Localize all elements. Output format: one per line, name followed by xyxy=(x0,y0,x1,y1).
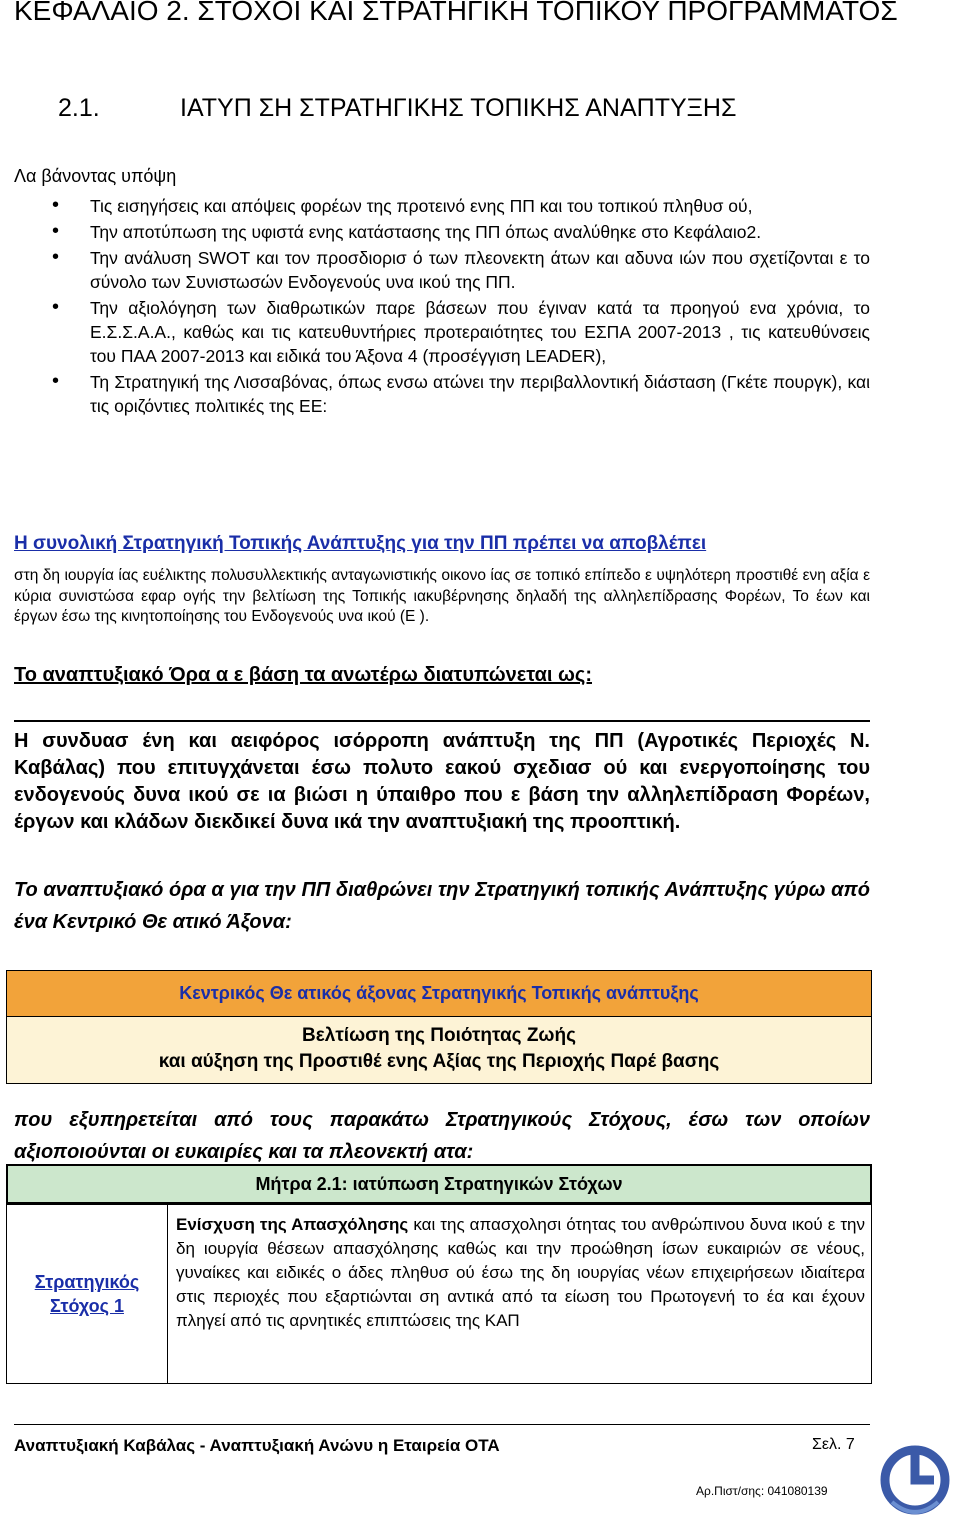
central-axis-table xyxy=(6,970,872,1084)
footer-divider xyxy=(14,1424,870,1425)
goals-table xyxy=(6,1204,872,1384)
goal-text: και της απασχολησι ότητας του ανθρώπινου δυνα ικού ε την δη ιουργία θέσεων απασχόλησης καθώς και την προώθηση ίσων ευκαιριών σε νέους, γυναίκες και ειδικές ο άδες πληθυσ ού έσω της δη ιουργίας νέων επιχειρήσεων ιδιαίτερα στις περιοχές που εξαρτιώνται ση αντικά από τα είωση του Πρωτογενή το έα και έχουν πληγεί από τις αρνητικές επιπτώσεις της ΚΑΠ xyxy=(176,1215,865,1330)
goal-description xyxy=(168,1205,872,1384)
section-number: 2.1. xyxy=(58,94,100,122)
certification-number: Αρ.Πιστ/σης: 041080139 xyxy=(696,1484,828,1498)
axis-header: Κεντρικός Θε ατικός άξονας Στρατηγικής Τοπικής ανάπτυξης xyxy=(7,971,872,1017)
axis-line-2: και αύξηση της Προστιθέ ενης Αξίας της Περιοχής Παρέ βασης xyxy=(158,1051,720,1072)
axis-line-1: Βελτίωση της Ποιότητας Ζωής xyxy=(302,1025,576,1046)
table-row xyxy=(7,1205,872,1384)
certification-logo xyxy=(872,1440,958,1536)
matrix-title: Μήτρα 2.1: ιατύπωση Στρατηγικών Στόχων xyxy=(6,1164,872,1204)
list-item: • Την ανάλυση SWOT και τον προσδιορισ ό των πλεονεκτη άτων και αδυνα ιών που σχετίζονται ε το σύνολο των Συνιστωσών Ενδογενούς υνα ικού της ΠΠ. xyxy=(52,246,870,294)
considerations-list xyxy=(52,194,870,420)
page-number: Σελ. 7 xyxy=(812,1436,855,1453)
list-item: • Τις εισηγήσεις και απόψεις φορέων της προτεινό ενης ΠΠ και του τοπικού πληθυσ ού, xyxy=(52,194,870,218)
axis-intro: Το αναπτυξιακό όρα α για την ΠΠ διαθρώνει την Στρατηγική τοπικής Ανάπτυξης γύρω από ένα Κεντρικό Θε ατικό Άξονα: xyxy=(14,879,870,933)
axis-body xyxy=(7,1017,872,1084)
section-title-text: ΙΑΤΥΠ ΣΗ ΣΤΡΑΤΗΓΙΚΗΣ ΤΟΠΙΚΗΣ ΑΝΑΠΤΥΞΗΣ xyxy=(180,94,737,122)
list-item: • Την αξιολόγηση των διαθρωτικών παρε βάσεων που έγιναν κατά τα προηγού ενα χρόνια, το Ε.Σ.Σ.Α.Α., καθώς και τις κατευθυντήριες προτεραιότητες του ΕΣΠΑ 2007-2013 , τις κατευθύνσεις του ΠΑΑ 2007-2013 και ειδικά του Άξονα 4 (προσέγγιση LEADER), xyxy=(52,296,870,368)
goals-intro: που εξυπηρετείται από τους παρακάτω Στρατηγικούς Στόχους, έσω των οποίων αξιοποιούνται οι ευκαιρίες και τα πλεονεκτή ατα: xyxy=(14,1109,870,1163)
intro-text: Λα βάνοντας υπόψη xyxy=(14,166,177,186)
goal-lead: Ενίσχυση της Απασχόλησης xyxy=(176,1215,409,1234)
vision-statement: Η συνδυασ ένη και αειφόρος ισόρροπη ανάπτυξη της ΠΠ (Αγροτικές Περιοχές Ν. Καβάλας) που επιτυγχάνεται έσω πολυτο εακού σχεδιασ ού και ενεργοποίησης του ενδογενούς δυνα ικού σε ια βιώσι η ύπαιθρο που ε βάση την αλληλεπίδραση Φορέων, έργων και κλάδων διεκδικεί δυνα ικά την αναπτυξιακή της προοπτική. xyxy=(14,720,870,836)
vision-heading: Το αναπτυξιακό Όρα α ε βάση τα ανωτέρω διατυπώνεται ως: xyxy=(14,664,592,686)
strategy-paragraph: στη δη ιουργία ίας ευέλικτης πολυσυλλεκτικής ανταγωνιστικής οικονο ίας σε τοπικό επίπεδο ε υψηλότερη προστιθέ ενη αξία ε κύρια συνιστώσα εφαρ ογής την βελτίωση της Τοπικής ιακυβέρνησης δηλαδή της αλληλεπίδρασης Φορέων, Το έων και έργων έσω της κινητοποίησης του Ενδογενούς υνα ικού (Ε ). xyxy=(14,567,870,625)
list-item: • Τη Στρατηγική της Λισσαβόνας, όπως ενσω ατώνει την περιβαλλοντική διάσταση (Γκέτε πουργκ), και τις οριζόντιες πολιτικές της ΕΕ: xyxy=(52,370,870,418)
list-item: • Την αποτύπωση της υφιστά ενης κατάστασης της ΠΠ όπως αναλύθηκε στο Κεφάλαιο2. xyxy=(52,220,870,244)
chapter-title: ΚΕΦΑΛΑΙΟ 2. ΣΤΟΧΟΙ ΚΑΙ ΣΤΡΑΤΗΓΙΚΗ ΤΟΠΙΚΟΥ ΠΡΟΓΡΑΜΜΑΤΟΣ xyxy=(14,0,898,26)
strategy-heading: Η συνολική Στρατηγική Τοπικής Ανάπτυξης για την ΠΠ πρέπει να αποβλέπει xyxy=(14,533,707,554)
footer-company: Αναπτυξιακή Καβάλας - Αναπτυξιακή Ανώνυ η Εταιρεία ΟΤΑ xyxy=(14,1436,500,1455)
goal-label: Στρατηγικός Στόχος 1 xyxy=(7,1205,168,1384)
section-title xyxy=(58,94,938,123)
